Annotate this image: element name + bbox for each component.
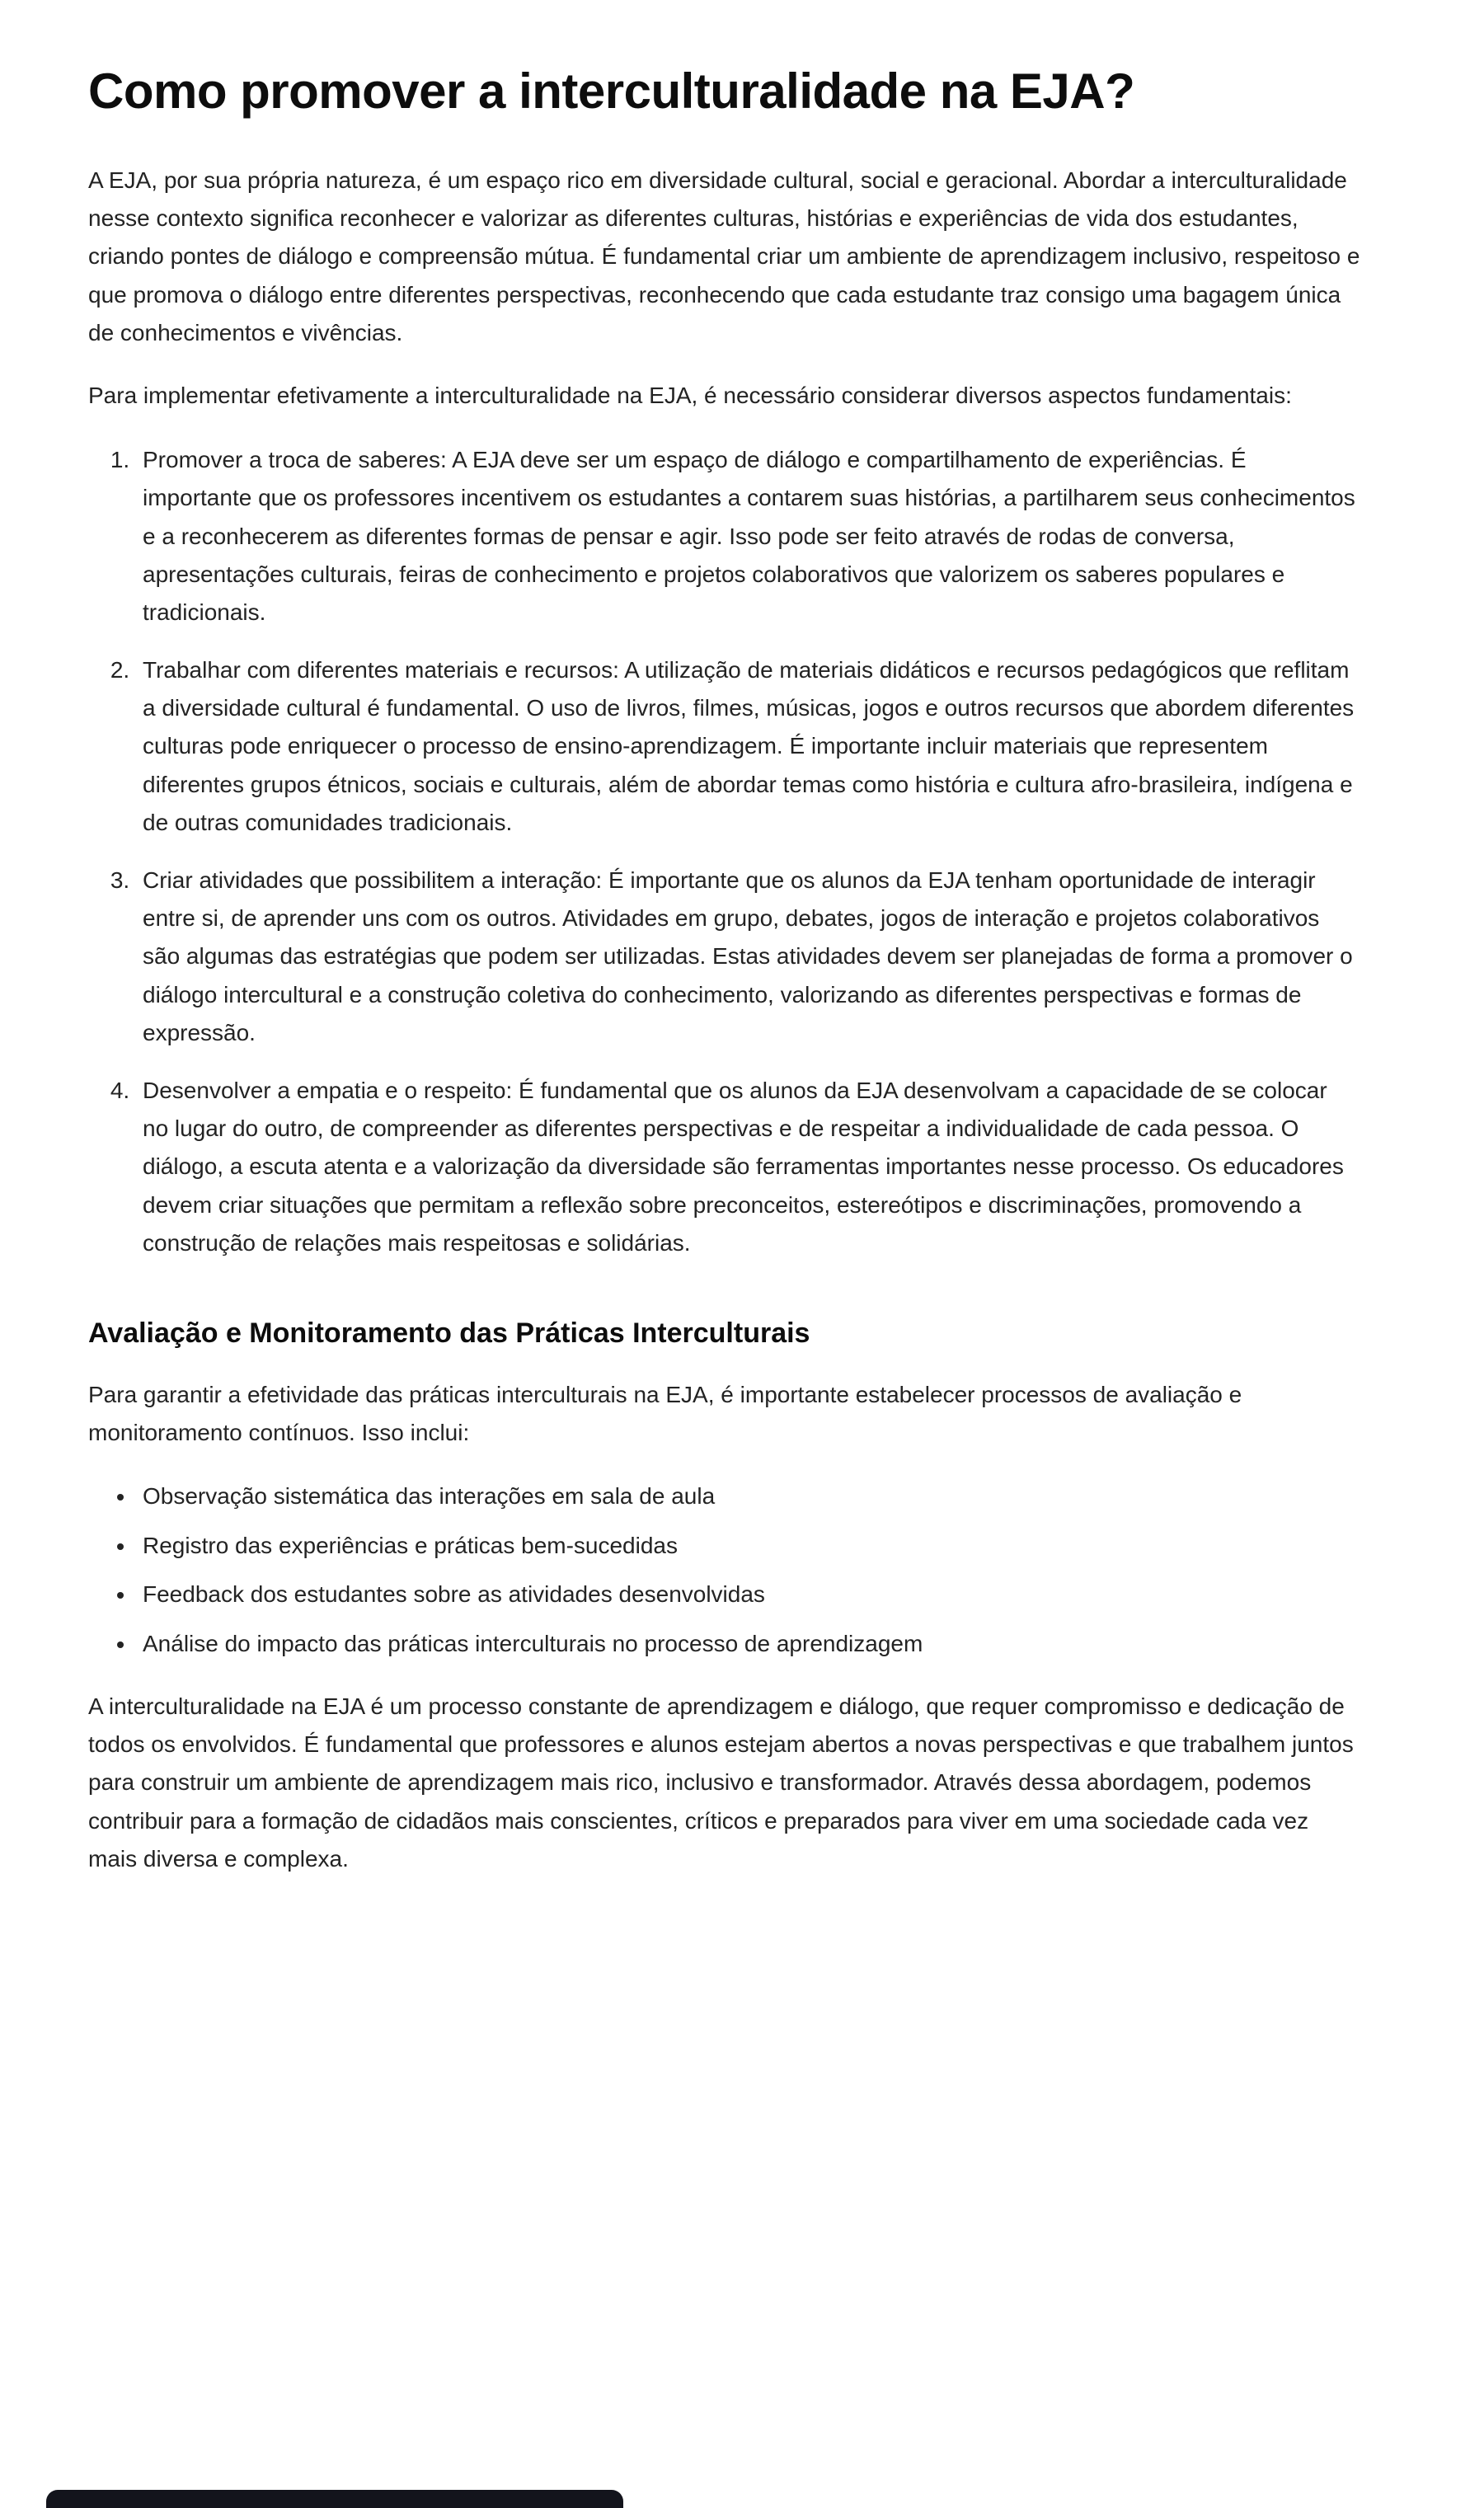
numbered-list-item-3: 3. Criar atividades que possibilitem a interação: É importante que os alunos da EJA tenham oportunidade de interagir entre si, de aprender uns com os outros. Atividades em grupo, debates, jogos de interação e projetos colaborativos são algumas das estratégias que podem ser utilizadas. Estas atividades devem ser planejadas de forma a promover o diálogo intercultural e a construção coletiva do conhecimento, valorizando as diferentes perspectivas e formas de expressão. [136, 862, 1356, 1052]
bullet-list [88, 1478, 1360, 1661]
bullet-list-item-2: • Registro das experiências e práticas bem-sucedidas [136, 1528, 1356, 1563]
section-heading: Avaliação e Monitoramento das Práticas Interculturais [88, 1317, 810, 1349]
lead-in-paragraph: Para implementar efetivamente a interculturalidade na EJA, é necessário considerar diversos aspectos fundamentais: [88, 382, 1292, 408]
numbered-list-item-4: 4. Desenvolver a empatia e o respeito: É fundamental que os alunos da EJA desenvolvam a capacidade de se colocar no lugar do outro, de compreender as diferentes perspectivas e de respeitar a individualidade de cada pessoa. O diálogo, a escuta atenta e a valorização da diversidade são ferramentas importantes nesse processo. Os educadores devem criar situações que permitam a reflexão sobre preconceitos, estereótipos e discriminações, promovendo a construção de relações mais respeitosas e solidárias. [136, 1072, 1356, 1262]
numbered-list-item-1: 1. Promover a troca de saberes: A EJA deve ser um espaço de diálogo e compartilhamento de experiências. É importante que os professores incentivem os estudantes a contarem suas histórias, a partilharem seus conhecimentos e a reconhecerem as diferentes formas de pensar e agir. Isso pode ser feito através de rodas de conversa, apresentações culturais, feiras de conhecimento e projetos colaborativos que valorizem os saberes populares e tradicionais. [136, 441, 1356, 632]
numbered-list [88, 441, 1360, 1262]
bullet-list-item-3: • Feedback dos estudantes sobre as atividades desenvolvidas [136, 1576, 1356, 1612]
intro-paragraph: A EJA, por sua própria natureza, é um espaço rico em diversidade cultural, social e geracional. Abordar a interculturalidade nesse contexto significa reconhecer e valorizar as diferentes culturas, histórias e experiências de vida dos estudantes, criando pontes de diálogo e compreensão mútua. É fundamental criar um ambiente de aprendizagem inclusivo, respeitoso e que promova o diálogo entre diferentes perspectivas, reconhecendo que cada estudante traz consigo uma bagagem única de conhecimentos e vivências. [88, 167, 1360, 345]
closing-paragraph: A interculturalidade na EJA é um processo constante de aprendizagem e diálogo, que requer compromisso e dedicação de todos os envolvidos. É fundamental que professores e alunos estejam abertos a novas perspectivas e que trabalhem juntos para construir um ambiente de aprendizagem mais rico, inclusivo e transformador. Através dessa abordagem, podemos contribuir para a formação de cidadãos mais conscientes, críticos e preparados para viver em uma sociedade cada vez mais diversa e complexa. [88, 1693, 1354, 1872]
section-intro-paragraph: Para garantir a efetividade das práticas interculturais na EJA, é importante estabelecer processos de avaliação e monitoramento contínuos. Isso inclui: [88, 1382, 1242, 1446]
bullet-list-item-1: • Observação sistemática das interações em sala de aula [136, 1478, 1356, 1514]
page-title: Como promover a interculturalidade na EJA? [88, 63, 1135, 119]
bullet-list-item-4: • Análise do impacto das práticas interculturais no processo de aprendizagem [136, 1626, 1356, 1661]
numbered-list-item-2: 2. Trabalhar com diferentes materiais e recursos: A utilização de materiais didáticos e recursos pedagógicos que reflitam a diversidade cultural é fundamental. O uso de livros, filmes, músicas, jogos e outros recursos que abordem diferentes culturas pode enriquecer o processo de ensino-aprendizagem. É importante incluir materiais que representem diferentes grupos étnicos, sociais e culturais, além de abordar temas como história e cultura afro-brasileira, indígena e de outras comunidades tradicionais. [136, 651, 1356, 842]
bottom-panel-edge [46, 2490, 623, 2508]
